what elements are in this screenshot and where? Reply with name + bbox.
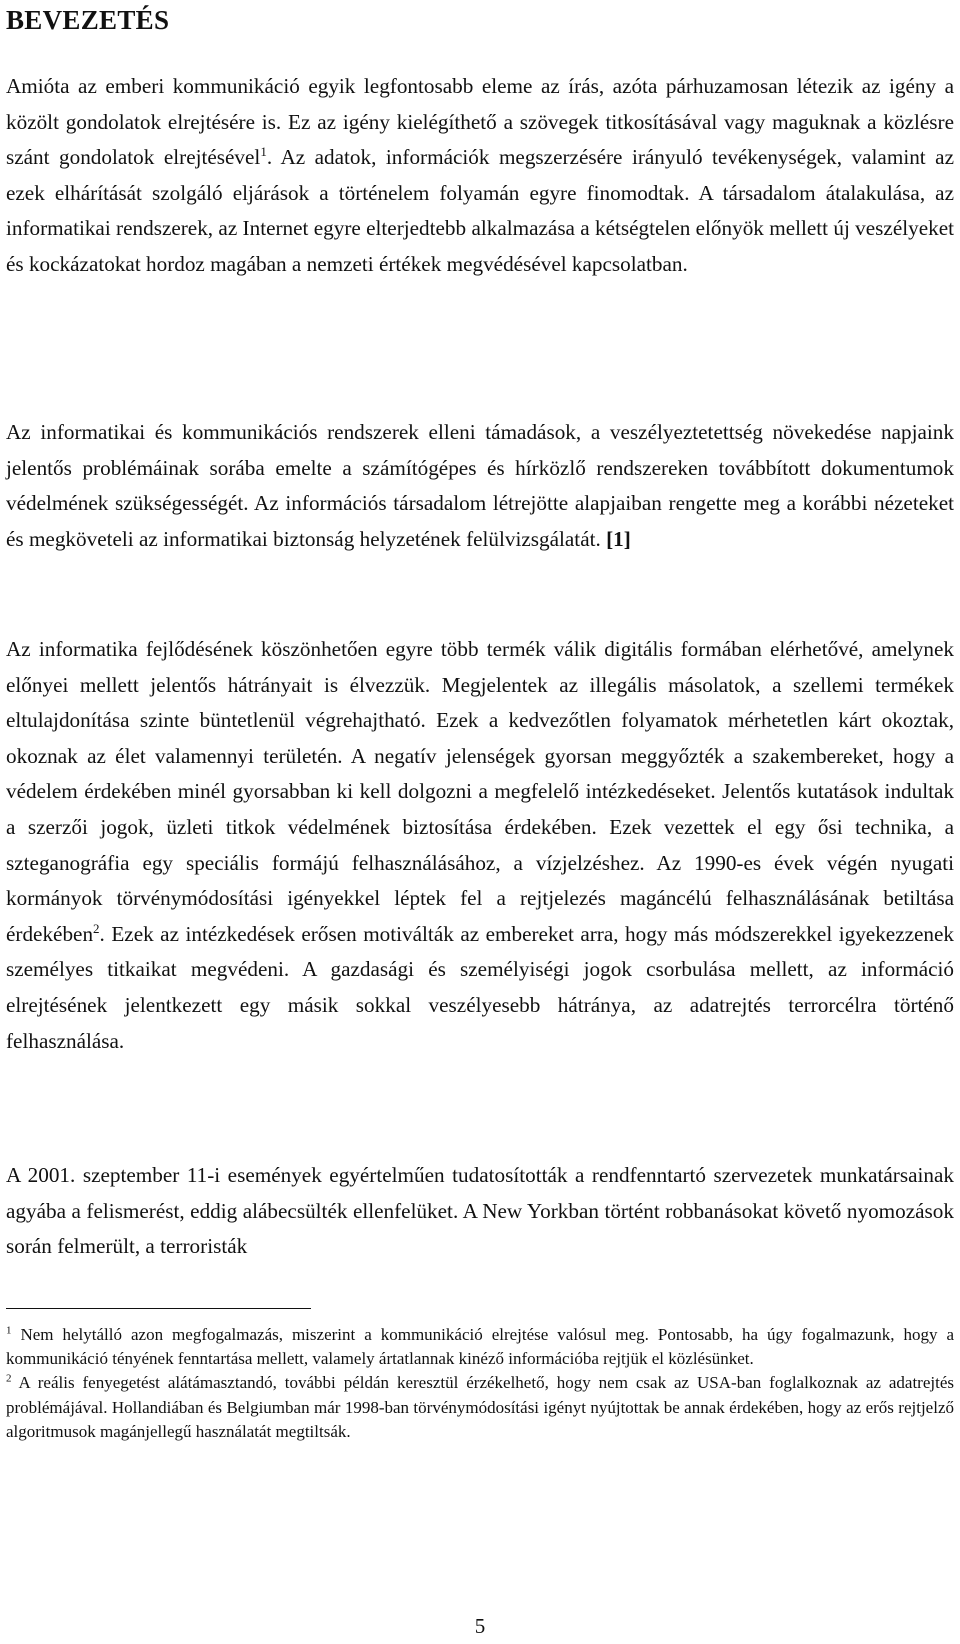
paragraph-1-text-a: Amióta az emberi kommunikáció egyik legfontosabb eleme az írás, azóta párhuzamosan létezik az igény a közölt gondolatok elrejtésére is. Ez az igény kielégíthető a szövegek titkosításával vagy maguknak a közlésre szánt gondolatok elrejtésével <box>6 74 954 170</box>
citation-ref-1[interactable]: [1] <box>606 526 631 551</box>
footnotes <box>6 1323 954 1444</box>
paragraph-1 <box>6 69 954 283</box>
paragraph-2 <box>6 415 954 557</box>
footnote-1 <box>6 1323 954 1371</box>
footnote-ref-2[interactable]: 2 <box>93 920 100 936</box>
section-heading: BEVEZETÉS <box>6 5 170 35</box>
footnote-separator <box>6 1308 311 1309</box>
paragraph-3-text-a: Az informatika fejlődésének köszönhetően egyre több termék válik digitális formában elérhetővé, amelynek előnyei mellett jelentős hátrányait is élvezzük. Megjelentek az illegális másolatok, a szellemi termékek eltulajdonítása szinte büntetlenül végrehajtható. Ezek a kedvezőtlen folyamatok mérhetetlen kárt okoztak, okoznak az élet valamennyi területén. A negatív jelenségek gyorsan meggyőzték a szakembereket, hogy a védelem érdekében minél gyorsabban ki kell dolgozni a megfelelő intézkedéseket. Jelentős kutatások indultak a szerzői jogok, üzleti titkok védelmének biztosítása érdekében. Ezek vezettek el egy ősi technika, a szteganográfia egy speciális formájú felhasználásához, a vízjelzéshez. Az 1990-es évek végén nyugati kormányok törvénymódosítási igényekkel léptek fel a rejtjelezés magáncélú felhasználásának betiltása érdekében <box>6 637 954 946</box>
footnote-2-text: A reális fenyegetést alátámasztandó, további példán keresztül érzékelhető, hogy nem csak az USA-ban foglalkoznak az adatrejtés problémájával. Hollandiában és Belgiumban már 1998-ban törvénymódosítási igényt nyújtottak be annak érdekében, hogy az erős rejtjelző algoritmusok magánjellegű használatát megtiltsák. <box>6 1373 954 1441</box>
footnote-1-number: 1 <box>6 1324 12 1337</box>
page-number: 5 <box>474 1614 486 1638</box>
footnote-1-text: Nem helytálló azon megfogalmazás, miszerint a kommunikáció elrejtése valósul meg. Pontosabb, ha úgy fogalmazunk, hogy a kommunikáció tényének fenntartása mellett, valamely ártatlannak kinéző információba rejtjük el közlésünket. <box>6 1325 954 1369</box>
footnote-2-number: 2 <box>6 1372 12 1385</box>
paragraph-2-text: Az informatikai és kommunikációs rendszerek elleni támadások, a veszélyeztetettség növekedése napjaink jelentős problémáinak sorába emelte a számítógépes és hírközlő rendszereken továbbított dokumentumok védelmének szükségességét. Az információs társadalom létrejötte alapjaiban rengette meg a korábbi nézeteket és megköveteli az informatikai biztonság helyzetének felülvizsgálatát. <box>6 420 954 551</box>
footnote-ref-1[interactable]: 1 <box>260 144 267 160</box>
paragraph-1-text-b: . Az adatok, információk megszerzésére irányuló tevékenységek, valamint az ezek elhárítását szolgáló eljárások a történelem folyamán egyre finomodtak. A társadalom átalakulása, az informatikai rendszerek, az Internet egyre elterjedtebb alkalmazása a kétségtelen előnyök mellett új veszélyeket és kockázatokat hordoz magában a nemzeti értékek megvédésével kapcsolatban. <box>6 145 954 276</box>
paragraph-3 <box>6 632 954 1059</box>
paragraph-3-text-b: . Ezek az intézkedések erősen motiválták az embereket arra, hogy más módszerekkel igyekezzenek személyes titkaikat megvédeni. A gazdasági és személyiségi jogok csorbulása mellett, az információ elrejtésének jelentkezett egy másik sokkal veszélyesebb hátránya, az adatrejtés terrorcélra történő felhasználása. <box>6 921 954 1053</box>
paragraph-4-text: A 2001. szeptember 11-i események egyértelműen tudatosították a rendfenntartó szervezetek munkatársainak agyába a felismerést, eddig alábecsülték ellenfelüket. A New Yorkban történt robbanásokat követő nyomozások során felmerült, a terroristák <box>6 1163 954 1259</box>
paragraph-4 <box>6 1158 954 1265</box>
footnote-2 <box>6 1371 954 1444</box>
